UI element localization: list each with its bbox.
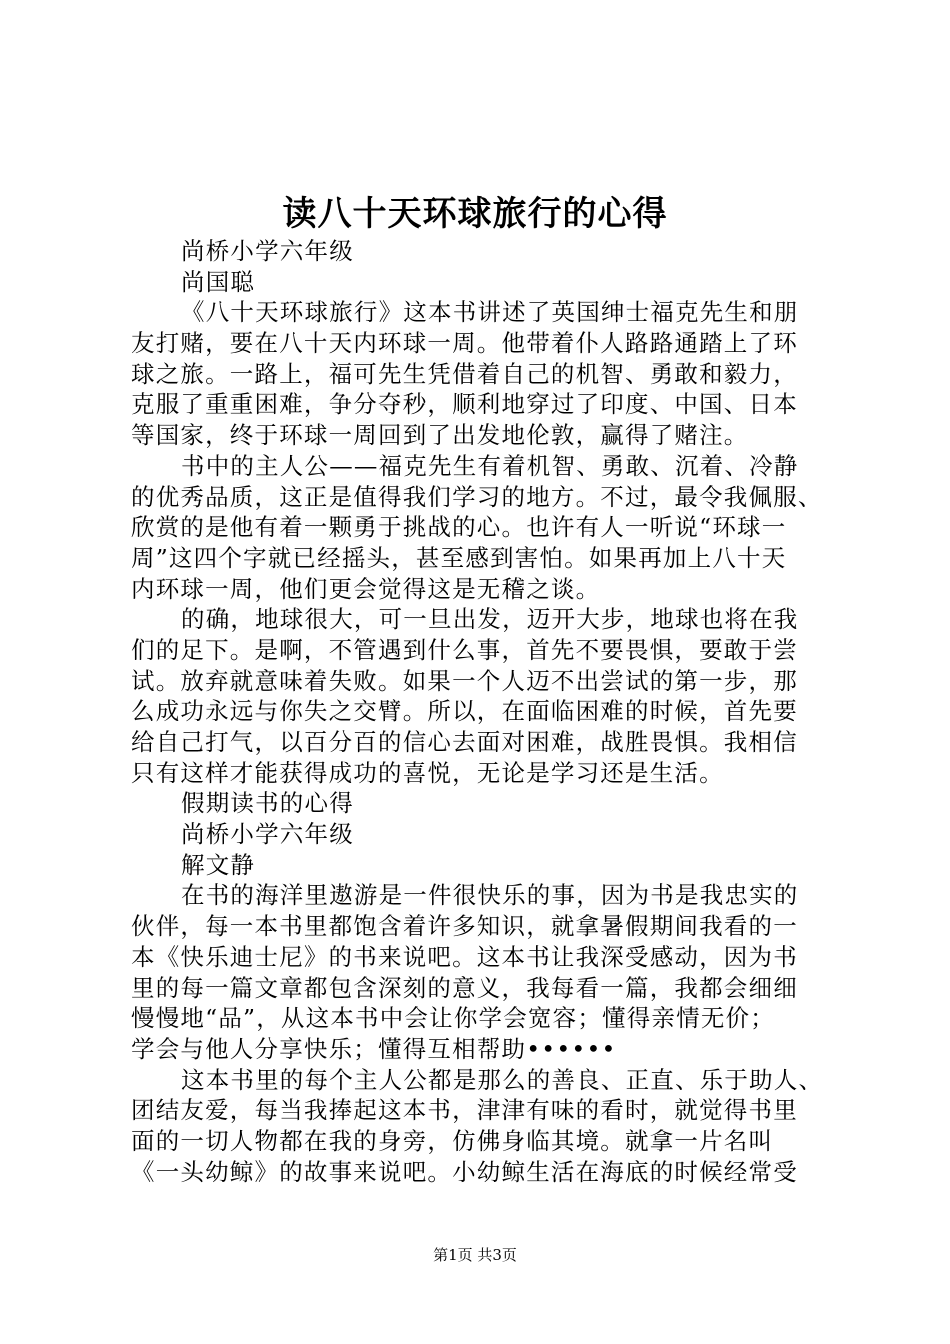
text-line: 内环球一周，他们更会觉得这是无稽之谈。 — [131, 574, 601, 603]
text-line: 尚国聪 — [181, 267, 256, 296]
text-line: 《一头幼鲸》的故事来说吧。小幼鲸生活在海底的时候经常受 — [131, 1157, 798, 1186]
text-line: 等国家，终于环球一周回到了出发地伦敦，赢得了赌注。 — [131, 421, 749, 450]
text-line: 给自己打气，以百分百的信心去面对困难，战胜畏惧。我相信 — [131, 728, 798, 756]
document-title: 读八十天环球旅行的心得 — [282, 194, 668, 234]
text-line: 友打赌，要在八十天内环球一周。他带着仆人路路通踏上了环 — [131, 329, 798, 358]
text-line: 球之旅。一路上，福可先生凭借着自己的机智、勇敢和毅力， — [131, 359, 798, 388]
text-line: 面的一切人物都在我的身旁，仿佛身临其境。就拿一片名叫 — [131, 1126, 774, 1155]
text-line: 在书的海洋里遨游是一件很快乐的事，因为书是我忠实的 — [181, 881, 799, 910]
text-line: 慢慢地“品”，从这本书中会让你学会宽容；懂得亲情无价； — [131, 1004, 775, 1033]
text-line: 学会与他人分享快乐；懂得互相帮助•••••• — [131, 1034, 617, 1063]
text-line: 书中的主人公——福克先生有着机智、勇敢、沉着、冷静 — [181, 451, 799, 480]
text-line: 试。放弃就意味着失败。如果一个人迈不出尝试的第一步，那 — [131, 666, 798, 695]
text-line: 么成功永远与你失之交臂。所以，在面临困难的时候，首先要 — [131, 697, 798, 726]
text-line: 只有这样才能获得成功的喜悦，无论是学习还是生活。 — [131, 758, 724, 787]
text-line: 本《快乐迪士尼》的书来说吧。这本书让我深受感动，因为书 — [131, 942, 798, 971]
page-footer: 第1页 共3页 — [433, 1246, 517, 1264]
text-line: 尚桥小学六年级 — [181, 820, 354, 849]
text-line: 里的每一篇文章都包含深刻的意义，我每看一篇，我都会细细 — [131, 973, 798, 1002]
text-line: 解文静 — [181, 850, 256, 879]
text-line: 假期读书的心得 — [181, 789, 354, 818]
text-line: 尚桥小学六年级 — [181, 237, 354, 265]
text-line: 团结友爱，每当我捧起这本书，津津有味的看时，就觉得书里 — [131, 1096, 798, 1125]
document-body — [131, 236, 831, 1187]
text-line: 这本书里的每个主人公都是那么的善良、正直、乐于助人、 — [181, 1065, 824, 1094]
text-line: 周”这四个字就已经摇头，甚至感到害怕。如果再加上八十天 — [131, 543, 787, 572]
text-line: 伙伴，每一本书里都饱含着许多知识，就拿暑假期间我看的一 — [131, 912, 798, 941]
text-line: 《八十天环球旅行》这本书讲述了英国绅士福克先生和朋 — [181, 298, 799, 327]
text-line: 克服了重重困难，争分夺秒，顺利地穿过了印度、中国、日本 — [131, 390, 798, 419]
text-line: 的确，地球很大，可一旦出发，迈开大步，地球也将在我 — [181, 605, 799, 634]
text-line: 的优秀品质，这正是值得我们学习的地方。不过，最令我佩服、 — [131, 482, 823, 511]
text-line: 欣赏的是他有着一颗勇于挑战的心。也许有人一听说“环球一 — [131, 513, 787, 542]
text-line: 们的足下。是啊，不管遇到什么事，首先不要畏惧，要敢于尝 — [131, 635, 798, 664]
